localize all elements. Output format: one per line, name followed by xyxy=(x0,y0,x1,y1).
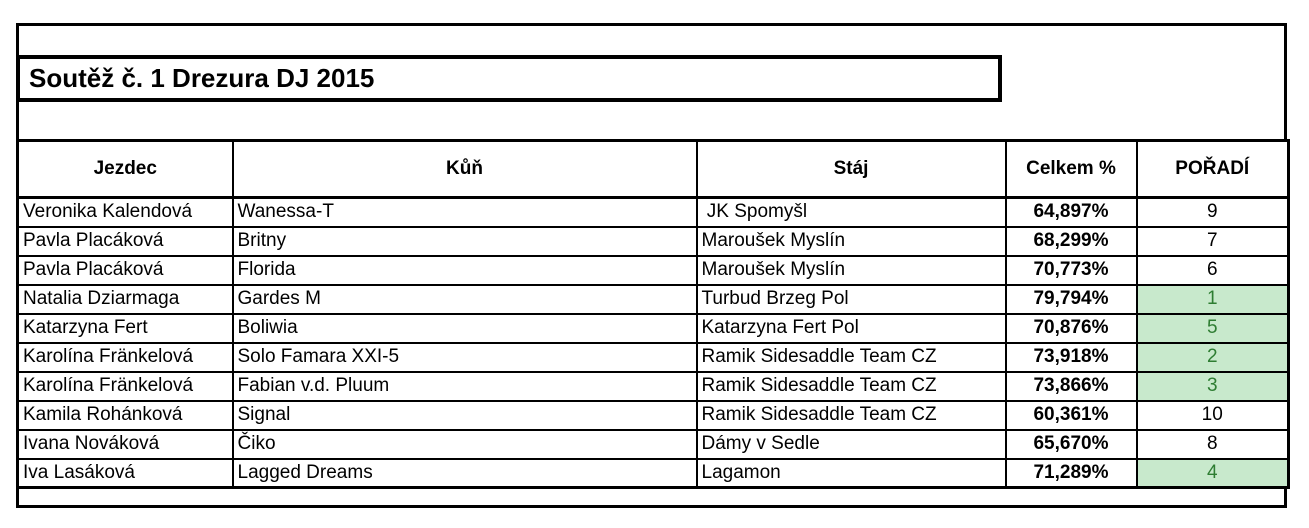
results-table-body xyxy=(18,198,1289,488)
cell-total-percent: 73,866% xyxy=(1006,372,1137,401)
table-row xyxy=(18,401,1289,430)
cell-rider: Natalia Dziarmaga xyxy=(18,285,233,314)
cell-stable: Dámy v Sedle xyxy=(697,430,1006,459)
cell-rider: Katarzyna Fert xyxy=(18,314,233,343)
cell-total-percent: 73,918% xyxy=(1006,343,1137,372)
cell-horse: Čiko xyxy=(233,430,697,459)
cell-total-percent: 79,794% xyxy=(1006,285,1137,314)
cell-rank: 4 xyxy=(1137,459,1289,488)
cell-horse: Florida xyxy=(233,256,697,285)
cell-rider: Pavla Placáková xyxy=(18,227,233,256)
table-row xyxy=(18,314,1289,343)
cell-rider: Karolína Fränkelová xyxy=(18,372,233,401)
cell-horse: Boliwia xyxy=(233,314,697,343)
competition-title: Soutěž č. 1 Drezura DJ 2015 xyxy=(29,63,375,93)
cell-stable: Ramik Sidesaddle Team CZ xyxy=(697,343,1006,372)
results-table-header xyxy=(18,141,1289,198)
cell-stable: Maroušek Myslín xyxy=(697,227,1006,256)
cell-total-percent: 70,773% xyxy=(1006,256,1137,285)
cell-rank: 1 xyxy=(1137,285,1289,314)
table-row xyxy=(18,285,1289,314)
cell-total-percent: 68,299% xyxy=(1006,227,1137,256)
cell-rider: Pavla Placáková xyxy=(18,256,233,285)
competition-title-box xyxy=(16,55,1002,102)
cell-rank: 6 xyxy=(1137,256,1289,285)
cell-horse: Britny xyxy=(233,227,697,256)
cell-stable: JK Spomyšl xyxy=(697,198,1006,227)
cell-horse: Signal xyxy=(233,401,697,430)
cell-rank: 2 xyxy=(1137,343,1289,372)
cell-total-percent: 60,361% xyxy=(1006,401,1137,430)
cell-rider: Kamila Rohánková xyxy=(18,401,233,430)
cell-rank: 7 xyxy=(1137,227,1289,256)
cell-rank: 3 xyxy=(1137,372,1289,401)
cell-horse: Lagged Dreams xyxy=(233,459,697,488)
table-row xyxy=(18,256,1289,285)
cell-rank: 8 xyxy=(1137,430,1289,459)
cell-rider: Ivana Nováková xyxy=(18,430,233,459)
cell-rank: 9 xyxy=(1137,198,1289,227)
cell-total-percent: 65,670% xyxy=(1006,430,1137,459)
cell-total-percent: 70,876% xyxy=(1006,314,1137,343)
column-header-celkem: Celkem % xyxy=(1006,141,1137,198)
table-row xyxy=(18,343,1289,372)
header-row xyxy=(18,141,1289,198)
table-row xyxy=(18,430,1289,459)
column-header-jezdec: Jezdec xyxy=(18,141,233,198)
cell-stable: Ramik Sidesaddle Team CZ xyxy=(697,372,1006,401)
table-row xyxy=(18,198,1289,227)
cell-horse: Fabian v.d. Pluum xyxy=(233,372,697,401)
table-row xyxy=(18,227,1289,256)
cell-stable: Katarzyna Fert Pol xyxy=(697,314,1006,343)
cell-stable: Maroušek Myslín xyxy=(697,256,1006,285)
cell-stable: Lagamon xyxy=(697,459,1006,488)
cell-stable: Ramik Sidesaddle Team CZ xyxy=(697,401,1006,430)
cell-rank: 5 xyxy=(1137,314,1289,343)
cell-total-percent: 64,897% xyxy=(1006,198,1137,227)
results-table xyxy=(16,139,1290,489)
column-header-poradi: POŘADÍ xyxy=(1137,141,1289,198)
cell-rank: 10 xyxy=(1137,401,1289,430)
cell-total-percent: 71,289% xyxy=(1006,459,1137,488)
table-row xyxy=(18,372,1289,401)
cell-rider: Veronika Kalendová xyxy=(18,198,233,227)
column-header-staj: Stáj xyxy=(697,141,1006,198)
column-header-kun: Kůň xyxy=(233,141,697,198)
cell-horse: Wanessa-T xyxy=(233,198,697,227)
cell-rider: Karolína Fränkelová xyxy=(18,343,233,372)
table-row xyxy=(18,459,1289,488)
cell-horse: Solo Famara XXI-5 xyxy=(233,343,697,372)
cell-horse: Gardes M xyxy=(233,285,697,314)
cell-rider: Iva Lasáková xyxy=(18,459,233,488)
cell-stable: Turbud Brzeg Pol xyxy=(697,285,1006,314)
